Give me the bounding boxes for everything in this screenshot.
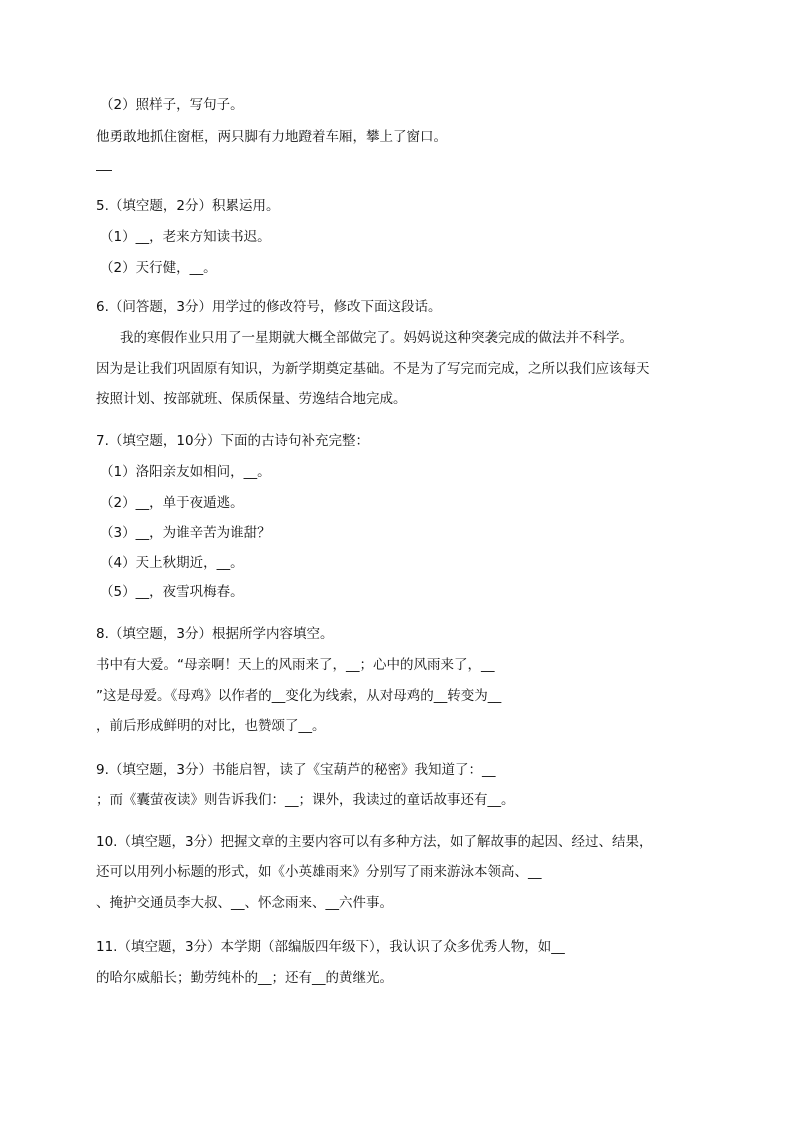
q7-item-1: （1）洛阳亲友如相问，__。 <box>100 464 271 480</box>
q4-part2-label: （2）照样子，写句子。 <box>100 97 244 113</box>
q6-passage-line-2: 因为是让我们巩固原有知识，为新学期奠定基础。不是为了写完而完成，之所以我们应该每天 <box>96 361 650 377</box>
q11-line-1: 的哈尔威船长；勤劳纯朴的__；还有__的黄继光。 <box>96 970 393 986</box>
q5-header: 5.（填空题，2分）积累运用。 <box>96 198 280 214</box>
q7-item-3: （3）__，为谁辛苦为谁甜？ <box>100 525 271 541</box>
q10-line-1: 还可以用列小标题的形式，如《小英雄雨来》分别写了雨来游泳本领高、__ <box>96 864 542 880</box>
q7-item-5: （5）__，夜雪巩梅春。 <box>100 584 244 600</box>
q8-line-3: ，前后形成鲜明的对比，也赞颂了__。 <box>96 718 326 734</box>
q8-line-1: 书中有大爱。“母亲啊！天上的风雨来了，__；心中的风雨来了，__ <box>96 657 495 673</box>
q9-header: 9.（填空题，3分）书能启智，读了《宝葫芦的秘密》我知道了：__ <box>96 762 496 778</box>
q4-example-sentence: 他勇敢地抓住窗框，两只脚有力地蹬着车厢，攀上了窗口。 <box>96 129 447 145</box>
q8-header: 8.（填空题，3分）根据所学内容填空。 <box>96 626 334 642</box>
q8-line-2: ”这是母爱。《母鸡》以作者的__变化为线索，从对母鸡的__转变为__ <box>96 688 502 704</box>
q5-item-2: （2）天行健，__。 <box>100 260 217 276</box>
q11-header: 11.（填空题，3分）本学期（部编版四年级下），我认识了众多优秀人物，如__ <box>96 939 565 955</box>
q5-item-1: （1）__，老来方知读书迟。 <box>100 229 271 245</box>
q9-line-1: ；而《囊萤夜读》则告诉我们：__；课外，我读过的童话故事还有__。 <box>96 792 515 808</box>
q7-header: 7.（填空题，10分）下面的古诗句补充完整： <box>96 433 370 449</box>
q6-header: 6.（问答题，3分）用学过的修改符号，修改下面这段话。 <box>96 299 442 315</box>
q6-passage-line-3: 按照计划、按部就班、保质保量、劳逸结合地完成。 <box>96 391 407 407</box>
q7-item-2: （2）__，单于夜遁逃。 <box>100 495 244 511</box>
q6-passage-line-1: 我的寒假作业只用了一星期就大概全部做完了。妈妈说这种突袭完成的做法并不科学。 <box>120 330 633 346</box>
q10-line-2: 、掩护交通员李大叔、__、怀念雨来、__六件事。 <box>96 895 393 911</box>
q4-answer-blank <box>96 170 112 171</box>
q10-header: 10.（填空题，3分）把握文章的主要内容可以有多种方法，如了解故事的起因、经过、结果， <box>96 834 653 850</box>
q7-item-4: （4）天上秋期近，__。 <box>100 555 244 571</box>
